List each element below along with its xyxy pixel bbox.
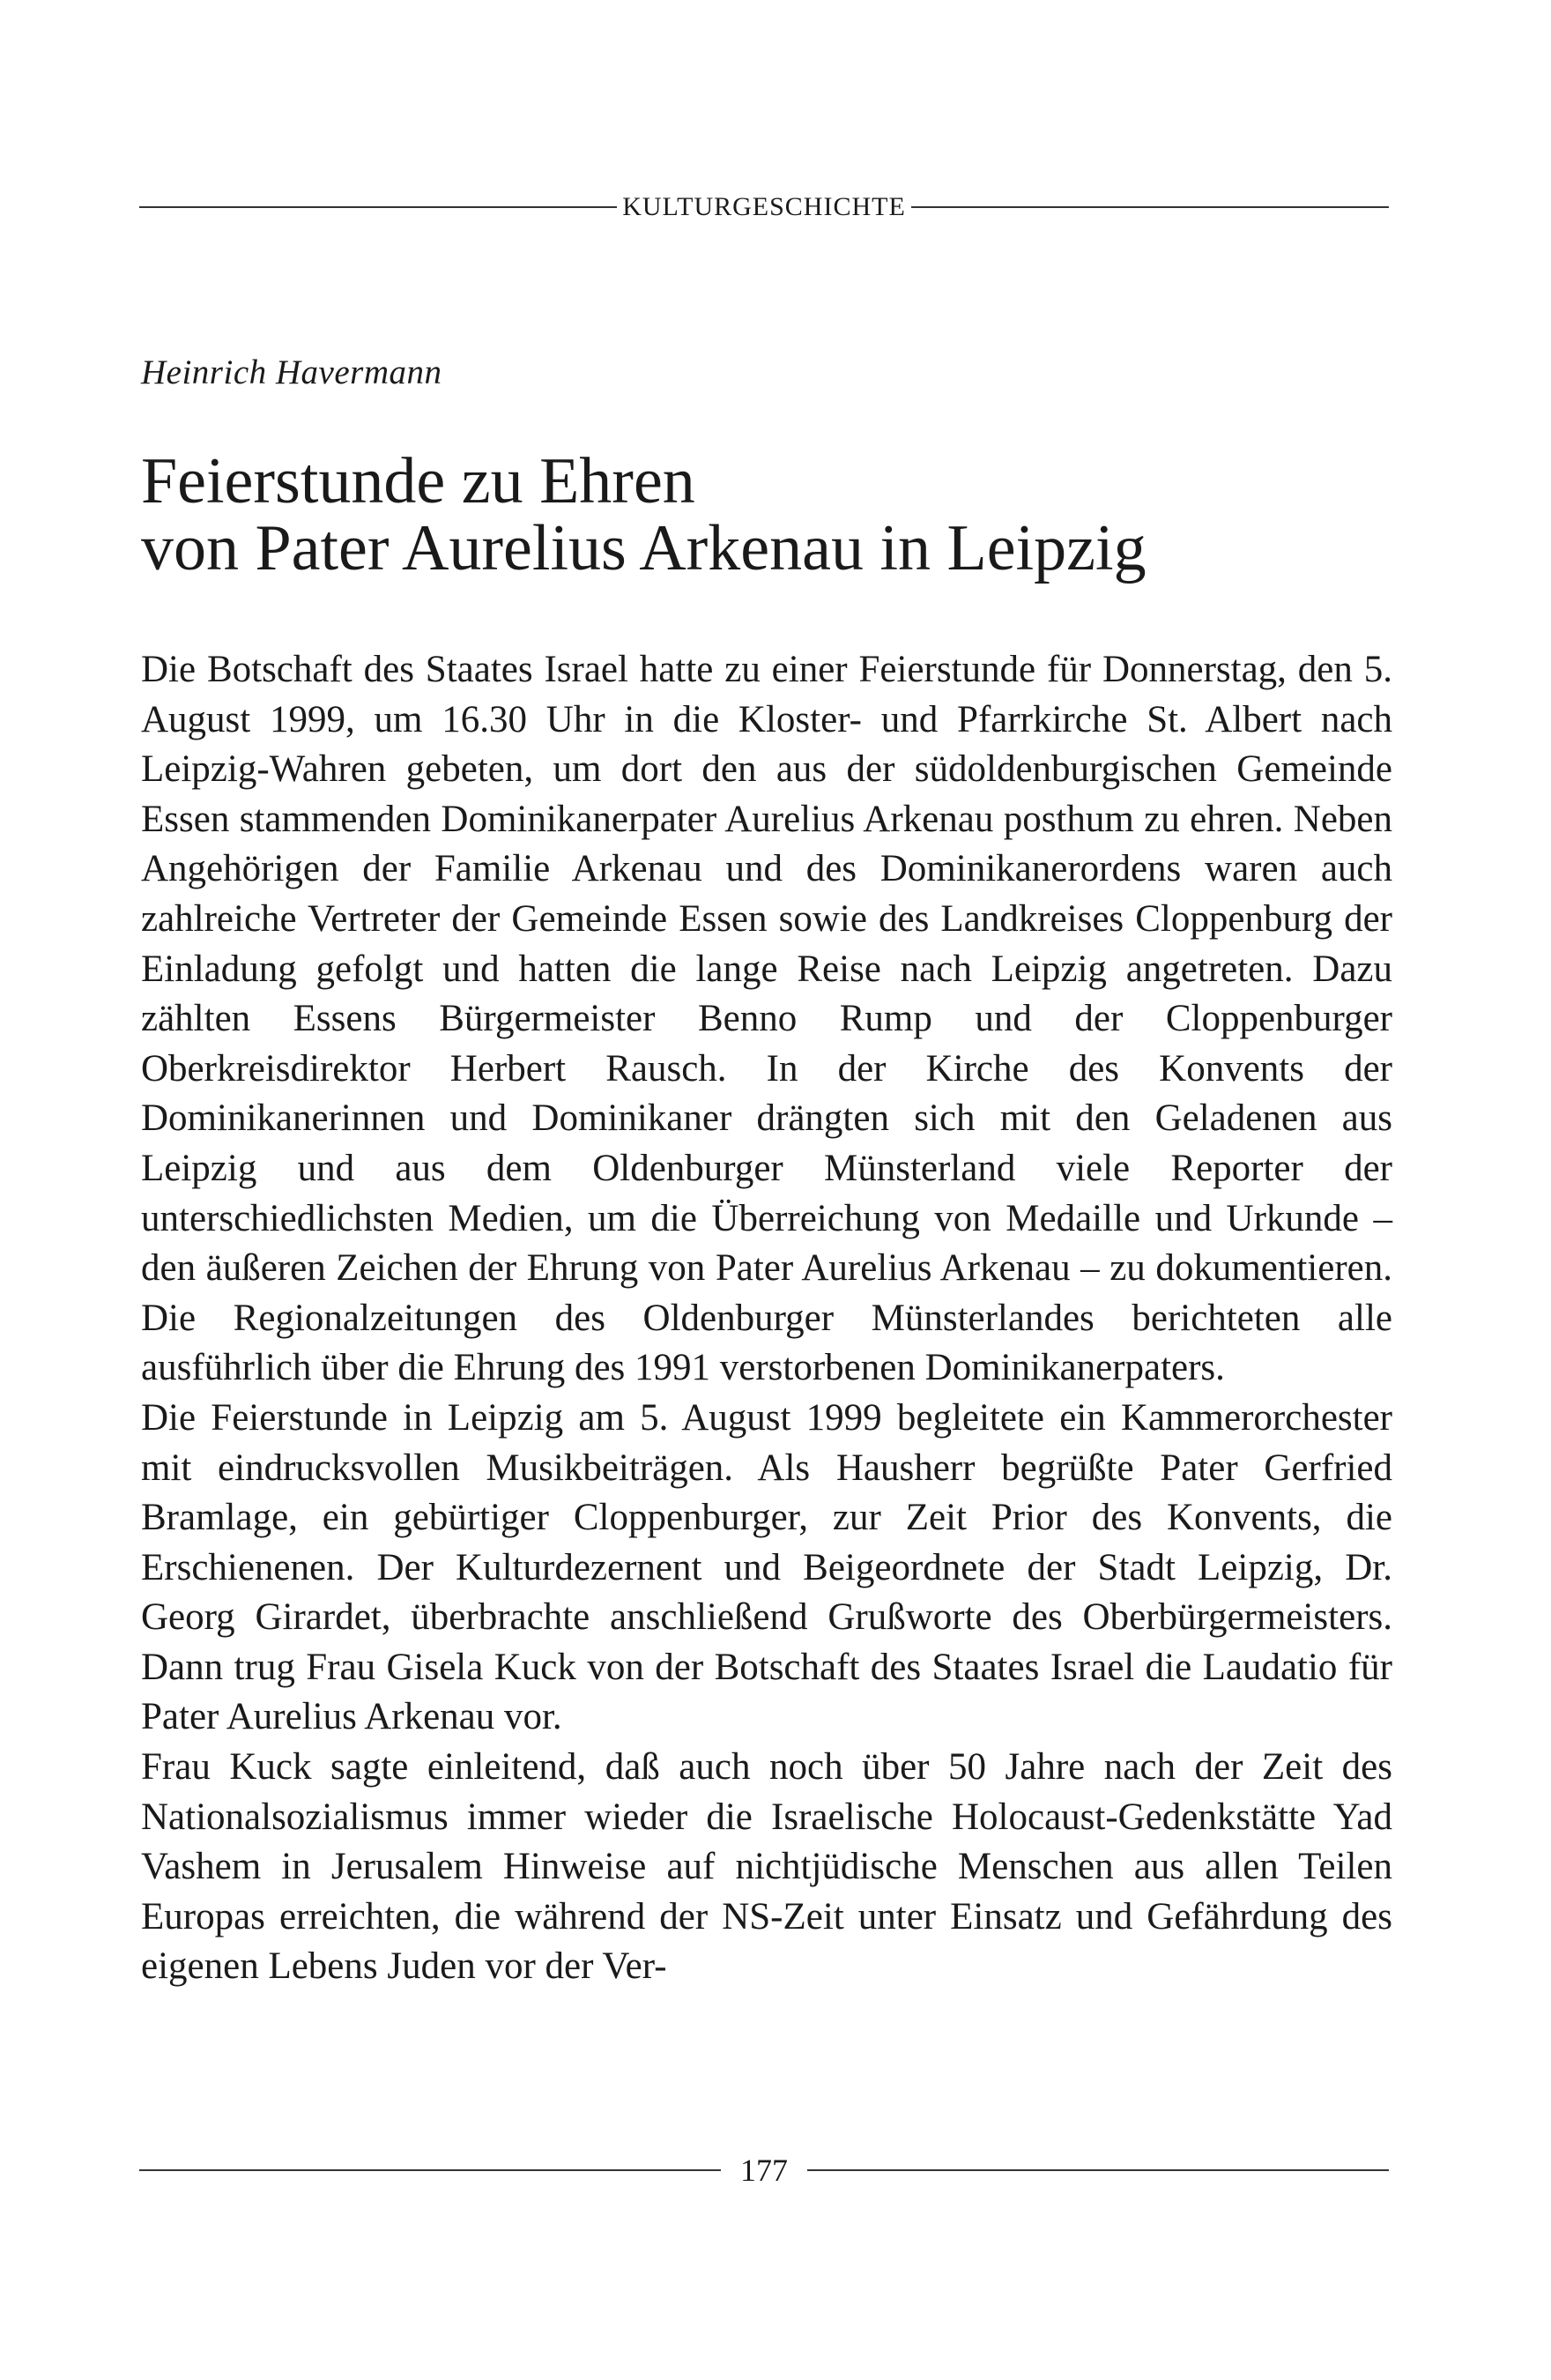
running-header: [139, 185, 1389, 229]
body-paragraph-1: Die Botschaft des Staates Israel hatte zu einer Feierstunde für Donnerstag, den 5. August 1999, um 16.30 Uhr in die Kloster- und Pfarrkirche St. Albert nach Leipzig-Wahren gebeten, um dort den aus der südoldenburgischen Gemeinde Essen stammenden Dominikanerpater Aurelius Arkenau posthum zu ehren. Neben Angehörigen der Familie Arkenau und des Dominikanerordens waren auch zahlreiche Vertreter der Gemeinde Essen sowie des Landkreises Cloppenburg der Einladung gefolgt und hatten die lange Reise nach Leipzig angetreten. Dazu zählten Essens Bürgermeister Benno Rump und der Cloppenburger Oberkreisdirektor Herbert Rausch. In der Kirche des Konvents der Dominikanerinnen und Dominikaner drängten sich mit den Geladenen aus Leipzig und aus dem Oldenburger Münsterland viele Reporter der unterschiedlichsten Medien, um die Überreichung von Medaille und Urkunde – den äußeren Zeichen der Ehrung von Pater Aurelius Arkenau – zu dokumentieren. Die Regionalzeitungen des Oldenburger Münsterlandes berichteten alle ausführlich über die Ehrung des 1991 verstorbenen Dominikanerpaters.: [141, 649, 1392, 1389]
footer-rule-right: [807, 2169, 1389, 2171]
page-footer: [139, 2144, 1389, 2197]
body-paragraph-3: Frau Kuck sagte einleitend, daß auch noch über 50 Jahre nach der Zeit des Nationalsozialismus immer wieder die Israelische Holocaust-Gedenkstätte Yad Vashem in Jerusalem Hinweise auf nichtjüdische Menschen aus allen Teilen Europas erreichten, die während der NS-Zeit unter Einsatz und Gefährdung des eigenen Lebens Juden vor der Ver-: [141, 1746, 1392, 1988]
body-paragraph-2: Die Feierstunde in Leipzig am 5. August 1999 begleitete ein Kammerorchester mit eindrucksvollen Musikbeiträgen. Als Hausherr begrüßte Pater Gerfried Bramlage, ein gebürtiger Cloppenburger, zur Zeit Prior des Konvents, die Erschienenen. Der Kulturdezernent und Beigeordnete der Stadt Leipzig, Dr. Georg Girardet, überbrachte anschließend Grußworte des Oberbürgermeisters. Dann trug Frau Gisela Kuck von der Botschaft des Staates Israel die Laudatio für Pater Aurelius Arkenau vor.: [141, 1396, 1392, 1738]
section-label: KULTURGESCHICHTE: [622, 192, 906, 221]
header-rule-left: [139, 206, 617, 208]
article-title: [141, 445, 1392, 584]
footer-rule-left: [139, 2169, 721, 2171]
title-line-1: Feierstunde zu Ehren: [141, 445, 695, 517]
article-body: [141, 645, 1392, 1992]
header-rule-right: [911, 206, 1389, 208]
author-name: Heinrich Havermann: [141, 353, 442, 391]
title-line-2: von Pater Aurelius Arkenau in Leipzig: [141, 512, 1147, 584]
page-number: 177: [740, 2153, 788, 2188]
